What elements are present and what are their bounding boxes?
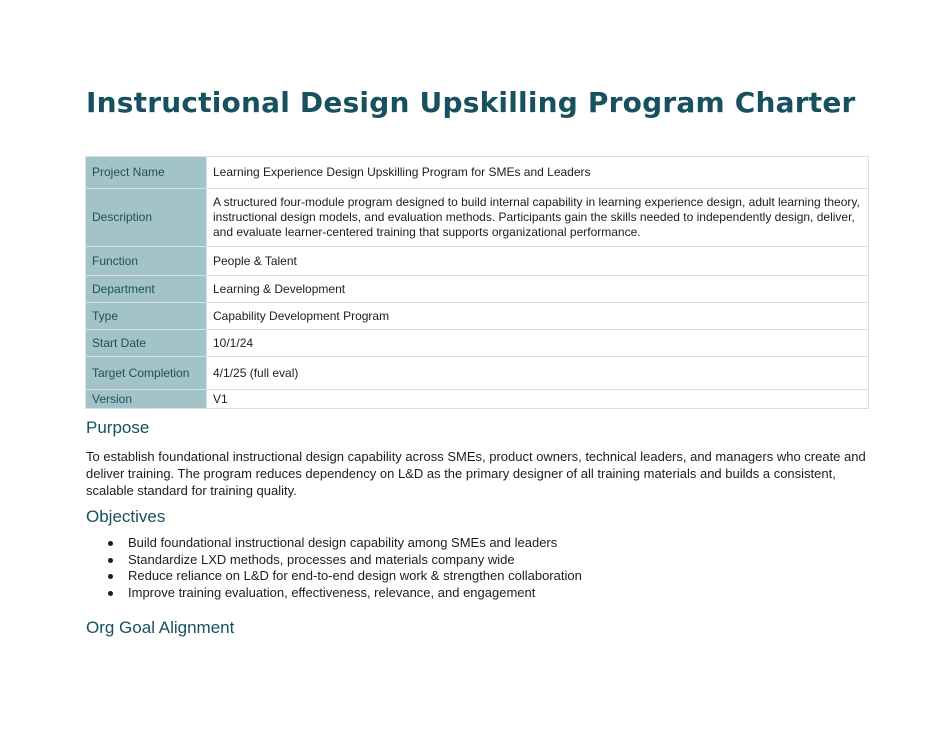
list-item-text: Build foundational instructional design capability among SMEs and leaders [128, 535, 558, 550]
charter-table [85, 156, 869, 409]
purpose-text: To establish foundational instructional design capability across SMEs, product owners, technical leaders, and managers who create and deliver training. The program reduces dependency on L&D as the primary designer of all training materials and builds a consistent, scalable standard for training quality. [86, 449, 866, 498]
row-key: Target Completion [86, 357, 207, 390]
table-row [86, 303, 869, 330]
row-key: Description [86, 189, 207, 247]
row-value: Learning & Development [207, 276, 869, 303]
row-key: Project Name [86, 157, 207, 189]
list-item [86, 535, 582, 552]
bullet-icon [108, 574, 113, 579]
row-value: Learning Experience Design Upskilling Program for SMEs and Leaders [207, 157, 869, 189]
list-item-text: Improve training evaluation, effectiveness, relevance, and engagement [128, 585, 536, 601]
list-item [86, 552, 582, 569]
org-goal-heading: Org Goal Alignment [86, 618, 235, 637]
row-value: 10/1/24 [207, 330, 869, 357]
row-key: Start Date [86, 330, 207, 357]
table-row [86, 390, 869, 409]
objectives-list [86, 535, 582, 602]
table-row [86, 247, 869, 276]
row-value: People & Talent [207, 247, 869, 276]
list-item [86, 568, 582, 585]
list-item-text: Reduce reliance on L&D for end-to-end design work & strengthen collaboration [128, 568, 582, 584]
page-title: Instructional Design Upskilling Program Charter [86, 86, 856, 119]
row-key: Version [86, 390, 207, 409]
table-row [86, 189, 869, 247]
row-value: Capability Development Program [207, 303, 869, 330]
row-value: 4/1/25 (full eval) [207, 357, 869, 390]
bullet-icon [108, 541, 113, 546]
bullet-icon [108, 591, 113, 596]
list-item [86, 585, 582, 602]
bullet-icon [108, 558, 113, 563]
table-row [86, 330, 869, 357]
table-row [86, 276, 869, 303]
list-item-text: Standardize LXD methods, processes and materials company wide [128, 551, 515, 567]
purpose-heading: Purpose [86, 418, 150, 437]
table-row [86, 357, 869, 390]
row-key: Type [86, 303, 207, 330]
row-key: Department [86, 276, 207, 303]
row-value: A structured four-module program designed to build internal capability in learning experience design, adult learning theory, instructional design models, and evaluation methods. Participants gain the skills needed to independently design, deliver, and evaluate learner-centered training that supports organizational performance. [207, 189, 869, 247]
table-row [86, 157, 869, 189]
row-value: V1 [207, 390, 869, 409]
objectives-heading: Objectives [86, 507, 166, 526]
row-key: Function [86, 247, 207, 276]
